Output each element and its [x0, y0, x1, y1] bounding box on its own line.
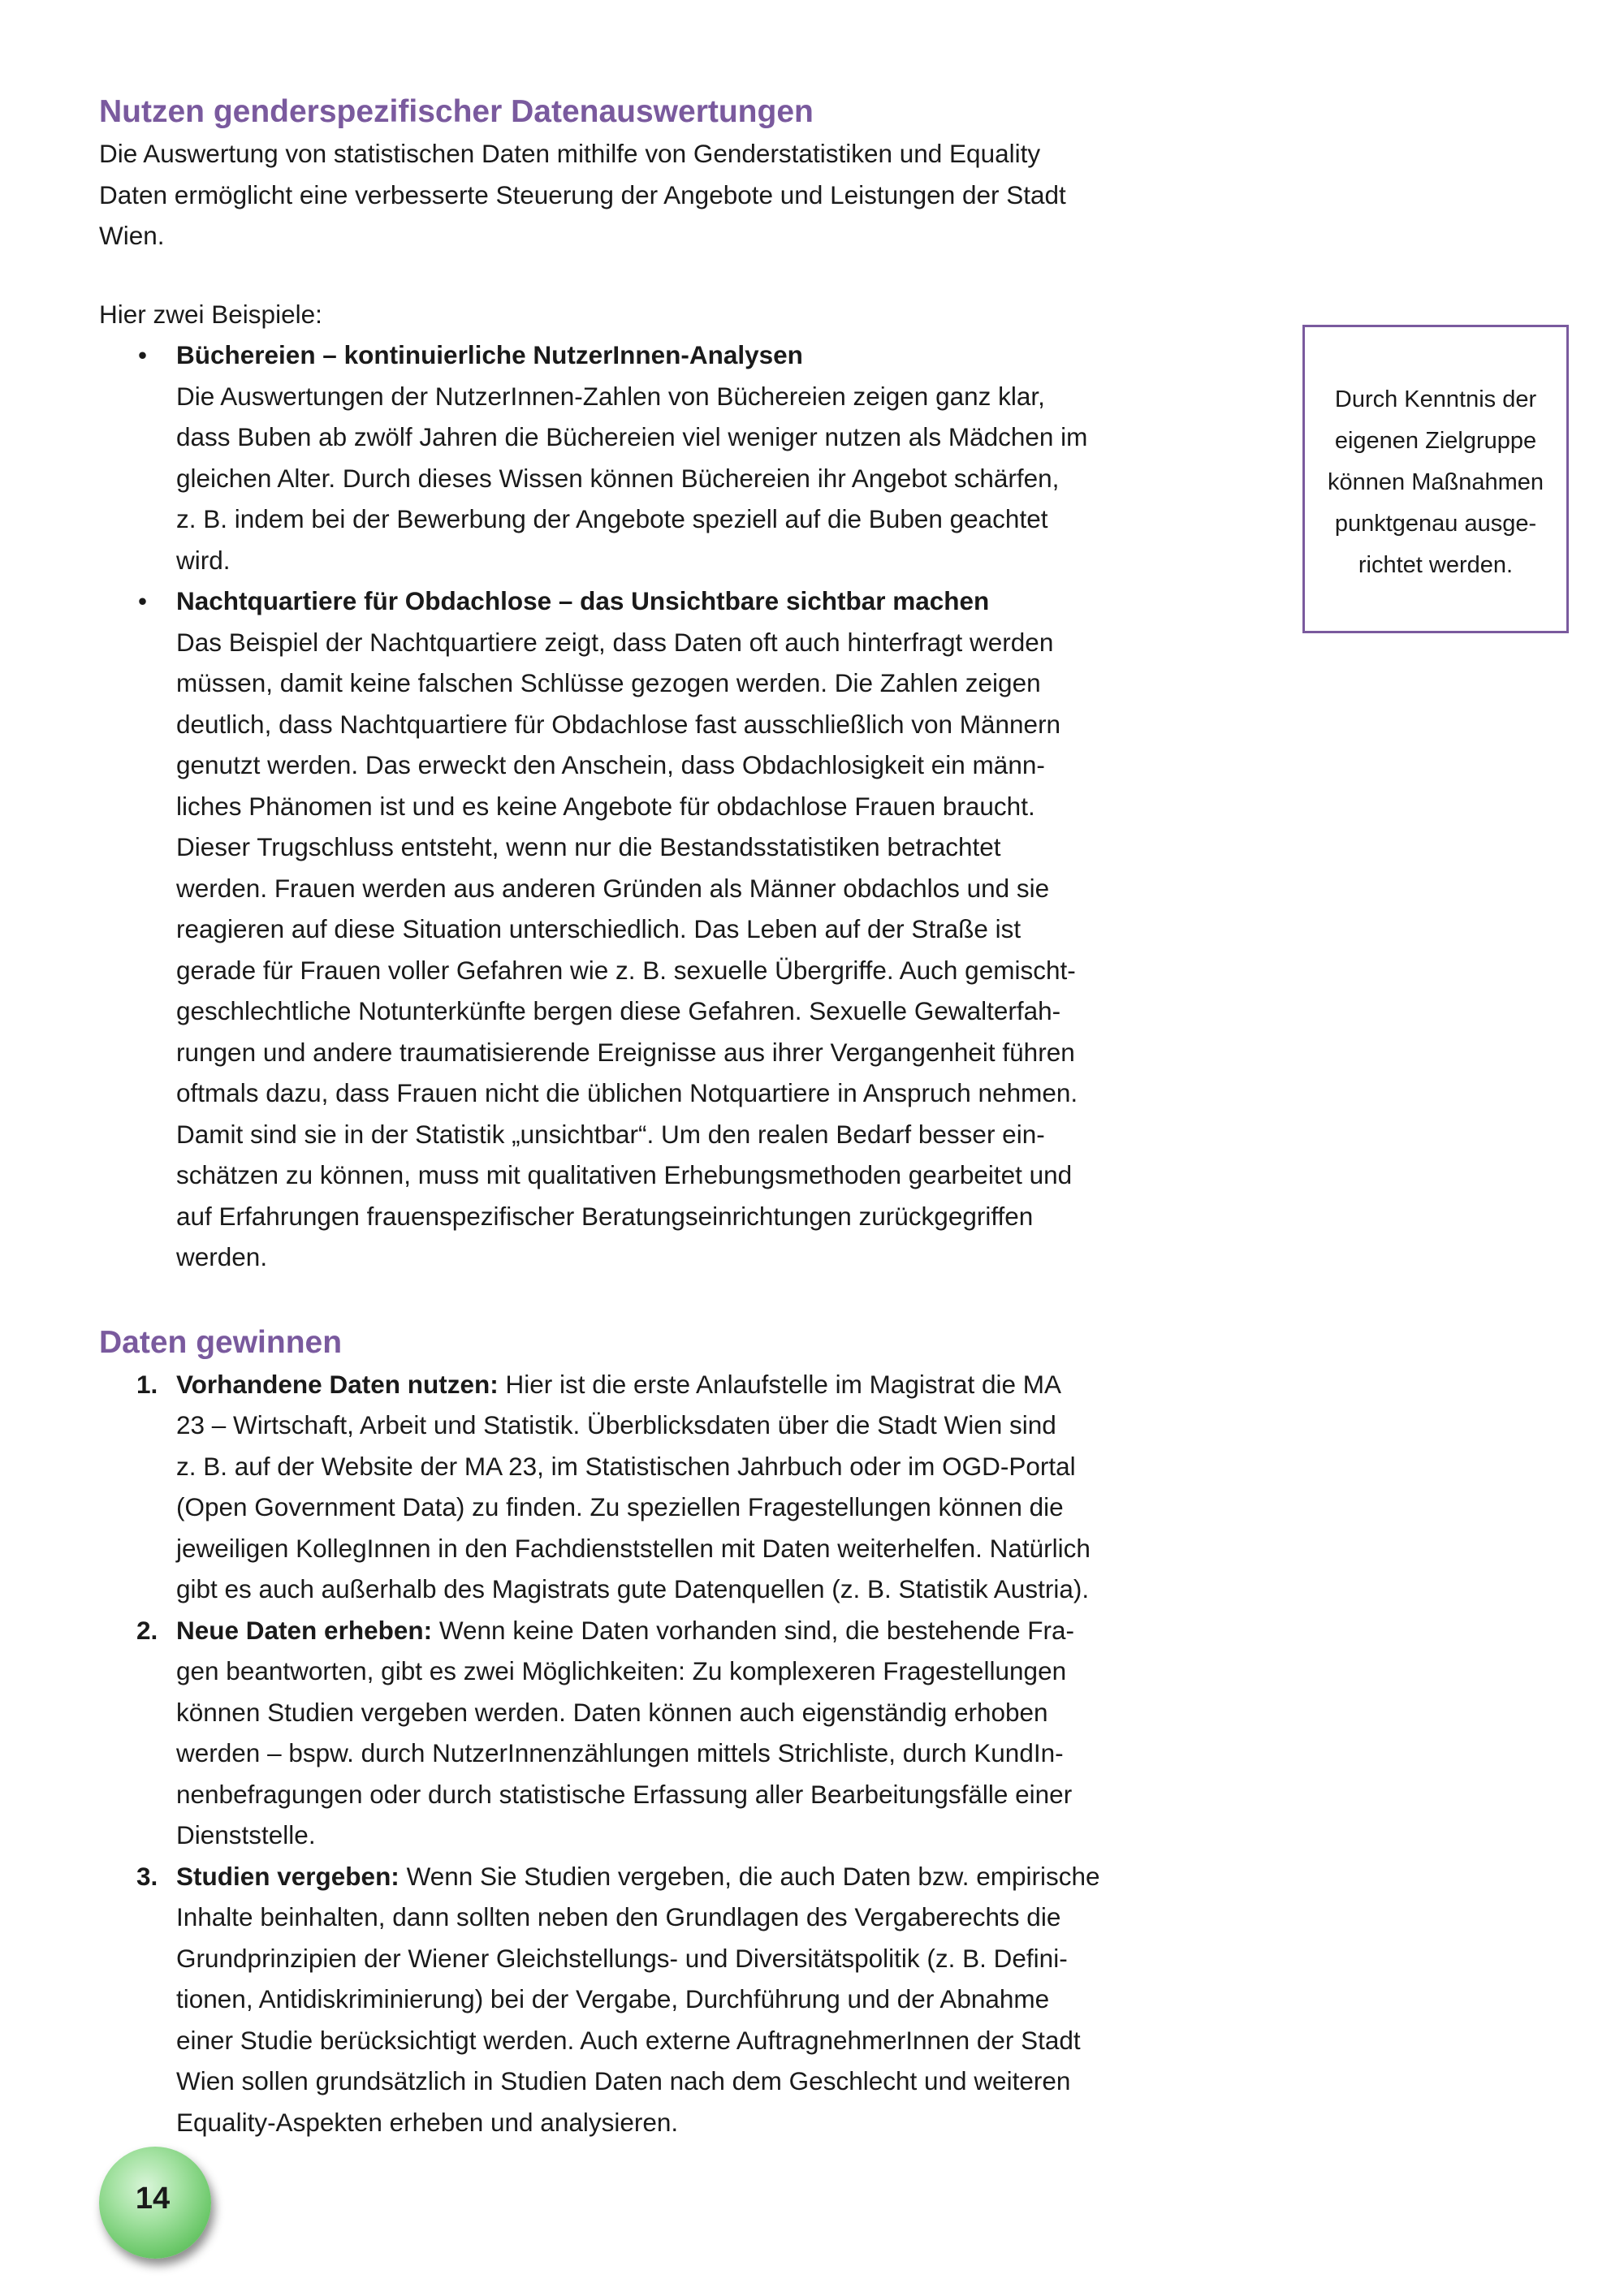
text-line: wird. [176, 545, 231, 575]
page-number: 14 [135, 2181, 171, 2216]
text-line: müssen, damit keine falschen Schlüsse gezogen werden. Die Zahlen zeigen [176, 668, 1041, 697]
examples-list [99, 334, 1203, 1278]
text-line: werden. [176, 1242, 268, 1271]
text-line: punktgenau ausge- [1334, 511, 1537, 537]
sidebar-note-text [1328, 379, 1544, 586]
text-line: rungen und andere traumatisierende Ereignisse aus ihrer Vergangenheit führen [176, 1037, 1075, 1067]
text-line: Damit sind sie in der Statistik „unsichtbar“. Um den realen Bedarf besser ein- [176, 1119, 1045, 1149]
main-content [99, 91, 1203, 2143]
text-line: geschlechtliche Notunterkünfte bergen diese Gefahren. Sexuelle Gewalterfah- [176, 996, 1061, 1025]
text-line: reagieren auf diese Situation unterschiedlich. Das Leben auf der Straße ist [176, 914, 1021, 943]
text-line: gen beantworten, gibt es zwei Möglichkeiten: Zu komplexeren Fragestellungen [176, 1656, 1067, 1685]
text-line: Grundprinzipien der Wiener Gleichstellungs- und Diversitätspolitik (z. B. Defini- [176, 1943, 1068, 1973]
steps-list [99, 1364, 1203, 2143]
text-line: können Studien vergeben werden. Daten können auch eigenständig erhoben [176, 1697, 1048, 1727]
list-item-neue-daten [99, 1610, 1203, 1856]
text-line: Wien sollen grundsätzlich in Studien Daten nach dem Geschlecht und weiteren [176, 2066, 1071, 2095]
text-line: Die Auswertungen der NutzerInnen-Zahlen von Büchereien zeigen ganz klar, [176, 381, 1045, 411]
list-number: 1. [136, 1369, 158, 1399]
text-line: gleichen Alter. Durch dieses Wissen können Büchereien ihr Angebot schärfen, [176, 463, 1060, 493]
text-line: tionen, Antidiskriminierung) bei der Vergabe, Durchführung und der Abnahme [176, 1984, 1050, 2013]
list-number: 2. [136, 1615, 158, 1645]
list-item-nachtquartiere [99, 580, 1203, 1278]
text-line: Equality-Aspekten erheben und analysieren. [176, 2107, 679, 2137]
text-line: Das Beispiel der Nachtquartiere zeigt, dass Daten oft auch hinterfragt werden [176, 627, 1054, 657]
list-item-studien-vergeben [99, 1856, 1203, 2143]
list-item-heading: Nachtquartiere für Obdachlose – das Unsichtbare sichtbar machen [176, 586, 990, 615]
text-line: werden. Frauen werden aus anderen Gründen als Männer obdachlos und sie [176, 873, 1050, 903]
text-line: Daten ermöglicht eine verbesserte Steuerung der Angebote und Leistungen der Stadt [99, 179, 1066, 209]
text-line: Wenn Sie Studien vergeben, die auch Daten bzw. empirische [406, 1861, 1100, 1891]
list-item-heading: Vorhandene Daten nutzen: [176, 1369, 499, 1399]
bullet-icon: • [138, 340, 148, 369]
text-line: liches Phänomen ist und es keine Angebote für obdachlose Frauen braucht. [176, 791, 1035, 821]
text-line: Dieser Trugschluss entsteht, wenn nur die Bestandsstatistiken betrachtet [176, 832, 1001, 861]
text-line: Inhalte beinhalten, dann sollten neben den Grundlagen des Vergaberechts die [176, 1902, 1061, 1931]
text-line: z. B. auf der Website der MA 23, im Statistischen Jahrbuch oder im OGD-Portal [176, 1451, 1076, 1481]
text-line: Durch Kenntnis der [1334, 386, 1537, 412]
text-line: jeweiligen KollegInnen in den Fachdienststellen mit Daten weiterhelfen. Natürlich [176, 1533, 1091, 1563]
text-line: deutlich, dass Nachtquartiere für Obdachlose fast ausschließlich von Männern [176, 709, 1061, 739]
text-line: Dienststelle. [176, 1820, 316, 1849]
list-number: 3. [136, 1861, 158, 1891]
text-line: dass Buben ab zwölf Jahren die Büchereien viel weniger nutzen als Mädchen im [176, 422, 1088, 451]
sidebar-note-box [1302, 325, 1569, 633]
text-line: eigenen Zielgruppe [1334, 428, 1537, 454]
text-line: auf Erfahrungen frauenspezifischer Beratungseinrichtungen zurückgegriffen [176, 1201, 1034, 1231]
text-line: oftmals dazu, dass Frauen nicht die üblichen Notquartiere in Anspruch nehmen. [176, 1078, 1078, 1107]
text-line: können Maßnahmen [1328, 469, 1544, 495]
text-line: Die Auswertung von statistischen Daten mithilfe von Genderstatistiken und Equality [99, 139, 1041, 168]
text-line: richtet werden. [1358, 552, 1514, 578]
list-item-vorhandene-daten [99, 1364, 1203, 1610]
text-line: Wenn keine Daten vorhanden sind, die bestehende Fra- [438, 1615, 1075, 1645]
text-line: Wien. [99, 221, 165, 250]
text-line: gibt es auch außerhalb des Magistrats gute Datenquellen (z. B. Statistik Austria). [176, 1574, 1090, 1603]
text-line: Hier ist die erste Anlaufstelle im Magistrat die MA [505, 1369, 1061, 1399]
intro-paragraph [99, 133, 1203, 257]
page-number-badge [99, 2147, 211, 2259]
text-line: z. B. indem bei der Bewerbung der Angebote speziell auf die Buben geachtet [176, 504, 1048, 533]
list-item-heading: Büchereien – kontinuierliche NutzerInnen-Analysen [176, 340, 803, 369]
section-title-daten-gewinnen: Daten gewinnen [99, 1324, 343, 1360]
list-item-heading: Studien vergeben: [176, 1861, 400, 1891]
section-title-gender-data: Nutzen genderspezifischer Datenauswertungen [99, 94, 814, 129]
text-line: 23 – Wirtschaft, Arbeit und Statistik. Überblicksdaten über die Stadt Wien sind [176, 1410, 1056, 1439]
text-line: (Open Government Data) zu finden. Zu speziellen Fragestellungen können die [176, 1492, 1064, 1521]
list-item-buechereien [99, 334, 1203, 580]
text-line: gerade für Frauen voller Gefahren wie z. B. sexuelle Übergriffe. Auch gemischt- [176, 955, 1076, 985]
examples-intro: Hier zwei Beispiele: [99, 299, 322, 329]
text-line: schätzen zu können, muss mit qualitativen Erhebungsmethoden gearbeitet und [176, 1160, 1073, 1189]
text-line: werden – bspw. durch NutzerInnenzählungen mittels Strichliste, durch KundIn- [176, 1738, 1064, 1767]
text-line: genutzt werden. Das erweckt den Anschein, dass Obdachlosigkeit ein männ- [176, 750, 1045, 779]
list-item-heading: Neue Daten erheben: [176, 1615, 433, 1645]
bullet-icon: • [138, 586, 148, 615]
text-line: nenbefragungen oder durch statistische Erfassung aller Bearbeitungsfälle einer [176, 1779, 1073, 1809]
text-line: einer Studie berücksichtigt werden. Auch externe AuftragnehmerInnen der Stadt [176, 2025, 1081, 2055]
